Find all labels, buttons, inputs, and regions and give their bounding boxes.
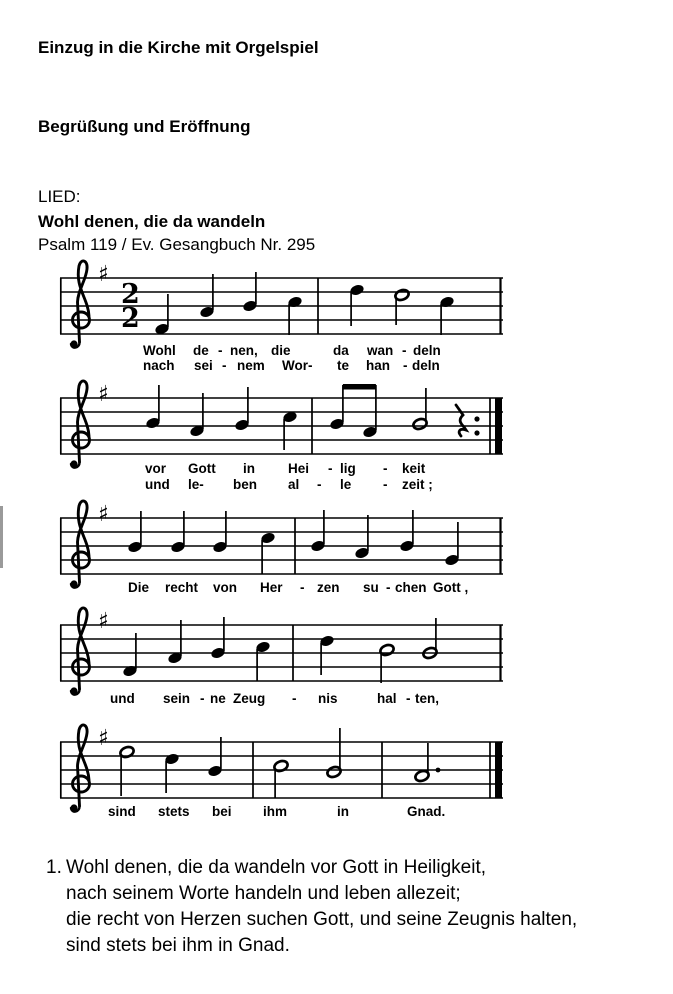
sharp-icon: ♯: [98, 382, 109, 407]
lyric-syllable: Wohl: [143, 343, 176, 358]
lyric-syllable: zen: [317, 580, 340, 595]
final-barline-thick: [495, 742, 502, 798]
verse-line: nach seinem Worte handeln und leben allezeit;: [66, 883, 461, 904]
lyric-syllable: le: [340, 477, 352, 492]
staff-4: [60, 608, 503, 695]
sharp-icon: ♯: [98, 609, 109, 634]
lyric-syllable: in: [243, 461, 255, 476]
lyric-syllable: -: [386, 580, 391, 595]
lyric-syllable: -: [292, 691, 297, 706]
lyric-syllable: und: [110, 691, 135, 706]
lyric-syllable: de: [193, 343, 209, 358]
lyric-syllable: ten,: [415, 691, 440, 706]
lyric-syllable: nis: [318, 691, 338, 706]
lyric-syllable: -: [200, 691, 205, 706]
verse-line: [46, 855, 577, 881]
lyric-syllable: -: [402, 343, 407, 358]
lyric-syllable: te: [337, 358, 350, 373]
augmentation-dot: [436, 768, 441, 773]
verse-line: sind stets bei ihm in Gnad.: [66, 935, 290, 956]
lyric-syllable: Gott ,: [433, 580, 469, 595]
lyric-syllable: keit: [402, 461, 426, 476]
treble-clef-icon: [78, 381, 90, 462]
lyric-syllable: nen,: [230, 343, 258, 358]
lyric-syllable: le-: [188, 477, 204, 492]
lyric-syllable: die: [271, 343, 291, 358]
treble-clef-icon: [78, 261, 90, 342]
lyric-syllable: recht: [165, 580, 199, 595]
treble-clef-icon: [70, 340, 77, 347]
time-signature-numerator: 2: [121, 279, 140, 310]
lyric-syllable: -: [300, 580, 305, 595]
treble-clef-icon: [70, 460, 77, 467]
sharp-icon: ♯: [98, 502, 109, 527]
time-signature-denominator: 2: [121, 303, 140, 334]
lyric-syllable: -: [383, 477, 388, 492]
lyric-syllable: Gnad.: [407, 804, 446, 819]
lyric-syllable: -: [403, 358, 408, 373]
lyric-syllable: deln: [413, 343, 441, 358]
lyric-syllable: sein: [163, 691, 191, 706]
lied-label: LIED:: [38, 187, 81, 206]
lyric-syllable: sind: [108, 804, 136, 819]
lyric-syllable: ihm: [263, 804, 288, 819]
lyric-syllable: Hei: [288, 461, 310, 476]
beam: [343, 384, 376, 390]
repeat-dot: [474, 416, 479, 421]
lyric-syllable: -: [222, 358, 227, 373]
lyric-syllable: Wor-: [282, 358, 313, 373]
lyric-syllable: da: [333, 343, 349, 358]
lyric-syllable: al: [288, 477, 300, 492]
lyric-syllable: zeit ;: [402, 477, 433, 492]
lyric-syllable: han: [366, 358, 391, 373]
staff-5: [60, 725, 503, 812]
lyric-syllable: lig: [340, 461, 356, 476]
lyric-syllable: und: [145, 477, 170, 492]
treble-clef-icon: [78, 501, 90, 582]
lyric-syllable: Zeug: [233, 691, 266, 706]
verse-line-text: Wohl denen, die da wandeln vor Gott in Heiligkeit,: [66, 857, 487, 878]
song-source: Psalm 119 / Ev. Gesangbuch Nr. 295: [38, 235, 316, 254]
quarter-rest: [456, 405, 466, 436]
lyric-syllable: nach: [143, 358, 175, 373]
lyric-syllable: Gott: [188, 461, 216, 476]
treble-clef-icon: [70, 804, 77, 811]
treble-clef-icon: [78, 725, 90, 806]
lyric-syllable: sei: [194, 358, 213, 373]
lyric-syllable: su: [363, 580, 379, 595]
lyric-syllable: ne: [210, 691, 226, 706]
song-title: Wohl denen, die da wandeln: [38, 212, 266, 231]
lyric-syllable: -: [328, 461, 333, 476]
staff-2: [60, 381, 503, 468]
staff-1: [60, 261, 503, 348]
verse-line: die recht von Herzen suchen Gott, und seine Zeugnis halten,: [66, 909, 578, 930]
section-heading-entry: Einzug in die Kirche mit Orgelspiel: [38, 38, 319, 57]
lyric-syllable: deln: [412, 358, 440, 373]
final-barline-thick: [495, 398, 502, 454]
verse-block: [46, 855, 577, 959]
lyric-syllable: -: [317, 477, 322, 492]
lyric-syllable: nem: [237, 358, 265, 373]
lyric-syllable: ben: [233, 477, 258, 492]
section-heading-greeting: Begrüßung und Eröffnung: [38, 117, 251, 136]
treble-clef-icon: [78, 608, 90, 689]
lyric-syllable: chen: [395, 580, 427, 595]
lyric-syllable: bei: [212, 804, 232, 819]
lyric-syllable: Die: [128, 580, 150, 595]
lyric-syllable: Her: [260, 580, 283, 595]
lyric-syllable: -: [406, 691, 411, 706]
lyric-syllable: von: [213, 580, 238, 595]
sharp-icon: ♯: [98, 726, 109, 751]
repeat-dot: [474, 430, 479, 435]
sharp-icon: ♯: [98, 262, 109, 287]
lyric-syllable: in: [337, 804, 349, 819]
lyric-syllable: vor: [145, 461, 167, 476]
verse-number: 1.: [46, 857, 62, 878]
lyric-syllable: -: [218, 343, 223, 358]
treble-clef-icon: [70, 687, 77, 694]
lyric-syllable: -: [383, 461, 388, 476]
treble-clef-icon: [70, 580, 77, 587]
lyric-syllable: hal: [377, 691, 397, 706]
lyric-syllable: wan: [367, 343, 394, 358]
lyric-syllable: stets: [158, 804, 190, 819]
staff-3: [60, 501, 503, 588]
